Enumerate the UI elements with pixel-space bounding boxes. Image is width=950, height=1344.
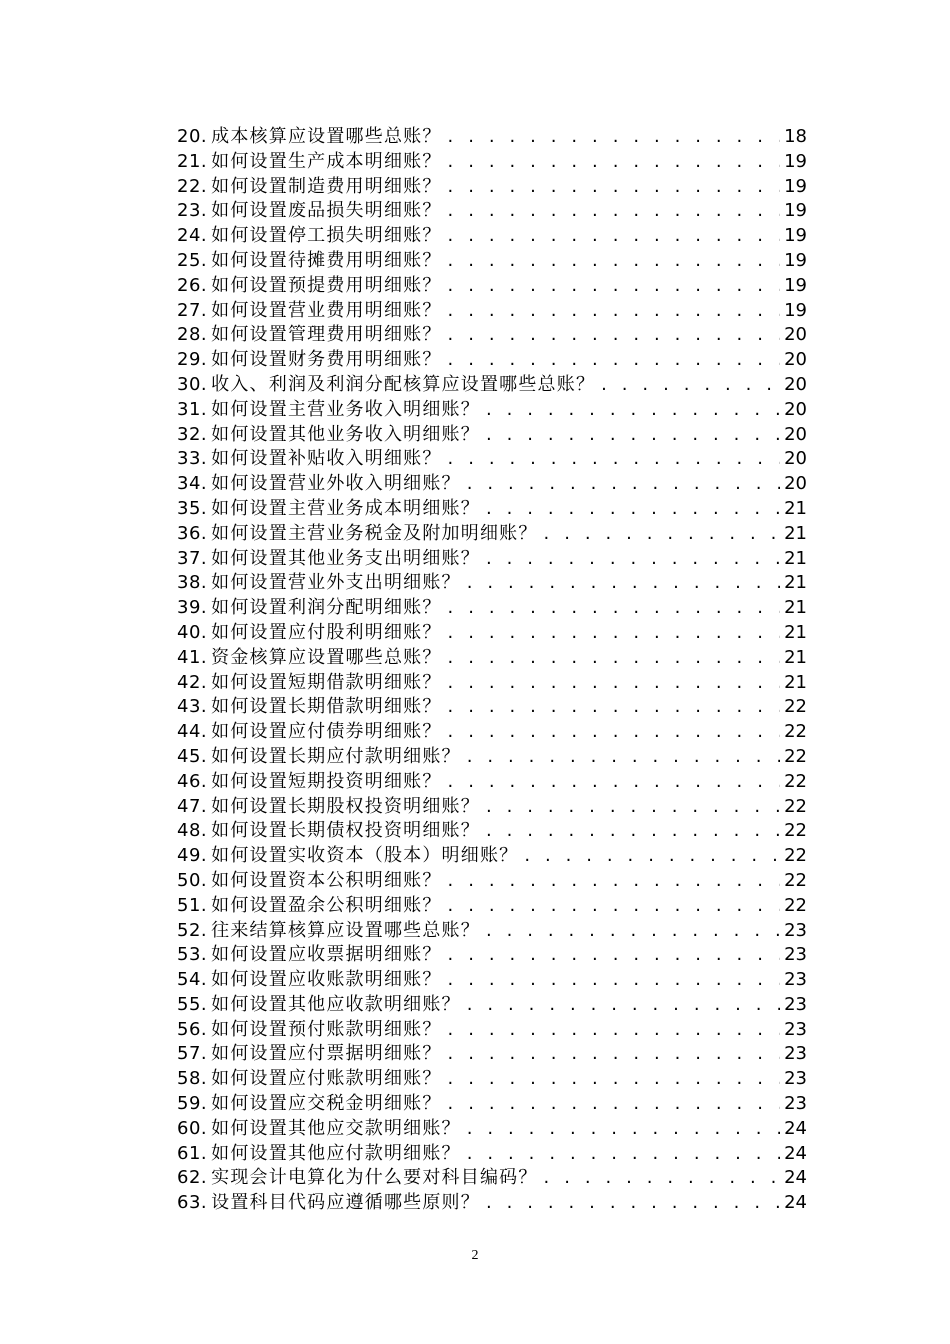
toc-dot-leader: [448, 1092, 780, 1117]
toc-dot-leader: [448, 299, 780, 324]
toc-entry-page: 21: [784, 621, 807, 643]
toc-dot-leader: [448, 671, 780, 696]
toc-entry-page: 19: [784, 274, 807, 296]
toc-entry-page: 21: [784, 572, 807, 594]
toc-entry-title: 如何设置应付账款明细账？: [211, 1068, 442, 1090]
toc-entry-number: 60.: [177, 1117, 208, 1139]
toc-entry-page: 24: [784, 1192, 807, 1214]
toc-entry-title: 如何设置待摊费用明细账？: [211, 249, 442, 271]
toc-entry-number: 37.: [177, 547, 208, 569]
toc-dot-leader: [467, 1117, 780, 1142]
toc-entry[interactable]: [177, 1142, 807, 1167]
toc-entry-title: 如何设置资本公积明细账？: [211, 869, 442, 891]
toc-entry-title: 设置科目代码应遵循哪些原则？: [211, 1192, 480, 1214]
toc-entry-title: 如何设置其他业务支出明细账？: [211, 547, 480, 569]
toc-entry[interactable]: [177, 125, 807, 150]
toc-entry-title: 如何设置实收资本（股本）明细账？: [211, 845, 519, 867]
toc-entry-number: 44.: [177, 721, 208, 743]
toc-entry-title: 如何设置盈余公积明细账？: [211, 894, 442, 916]
toc-entry-number: 33.: [177, 448, 208, 470]
toc-entry[interactable]: [177, 199, 807, 224]
toc-entry[interactable]: [177, 1166, 807, 1191]
toc-entry[interactable]: [177, 224, 807, 249]
toc-dot-leader: [544, 1166, 780, 1191]
toc-entry-page: 23: [784, 1043, 807, 1065]
toc-dot-leader: [524, 844, 780, 869]
toc-entry-title: 如何设置短期投资明细账？: [211, 770, 442, 792]
toc-entry-page: 22: [784, 869, 807, 891]
toc-entry[interactable]: [177, 175, 807, 200]
toc-entry[interactable]: [177, 547, 807, 572]
toc-entry-page: 22: [784, 745, 807, 767]
toc-entry-title: 如何设置营业费用明细账？: [211, 299, 442, 321]
toc-entry-page: 20: [784, 448, 807, 470]
toc-entry[interactable]: [177, 1117, 807, 1142]
toc-entry-title: 如何设置废品损失明细账？: [211, 200, 442, 222]
toc-entry[interactable]: [177, 398, 807, 423]
toc-entry-title: 实现会计电算化为什么要对科目编码？: [211, 1167, 538, 1189]
toc-entry[interactable]: [177, 1067, 807, 1092]
toc-dot-leader: [467, 745, 780, 770]
toc-entry-number: 26.: [177, 274, 208, 296]
toc-entry-page: 22: [784, 721, 807, 743]
toc-entry-title: 如何设置其他应付款明细账？: [211, 1142, 461, 1164]
toc-entry-number: 47.: [177, 795, 208, 817]
toc-entry-title: 如何设置应付股利明细账？: [211, 621, 442, 643]
toc-entry-number: 62.: [177, 1167, 208, 1189]
toc-entry[interactable]: [177, 1191, 807, 1216]
toc-entry-page: 21: [784, 671, 807, 693]
toc-entry-number: 55.: [177, 993, 208, 1015]
toc-entry-page: 23: [784, 993, 807, 1015]
toc-entry-page: 19: [784, 175, 807, 197]
toc-entry[interactable]: [177, 274, 807, 299]
toc-dot-leader: [544, 522, 780, 547]
toc-dot-leader: [601, 373, 780, 398]
toc-entry-page: 21: [784, 497, 807, 519]
toc-entry-page: 20: [784, 373, 807, 395]
toc-entry-title: 如何设置预付账款明细账？: [211, 1018, 442, 1040]
toc-entry-number: 63.: [177, 1192, 208, 1214]
toc-dot-leader: [448, 348, 780, 373]
toc-entry-page: 19: [784, 225, 807, 247]
toc-entry-page: 22: [784, 795, 807, 817]
toc-entry-page: 20: [784, 349, 807, 371]
toc-entry-number: 35.: [177, 497, 208, 519]
toc-entry-number: 25.: [177, 249, 208, 271]
toc-dot-leader: [448, 1067, 780, 1092]
toc-dot-leader: [448, 199, 780, 224]
toc-entry[interactable]: [177, 646, 807, 671]
toc-entry-page: 23: [784, 919, 807, 941]
toc-dot-leader: [448, 596, 780, 621]
toc-dot-leader: [448, 175, 780, 200]
toc-entry[interactable]: [177, 844, 807, 869]
toc-entry[interactable]: [177, 968, 807, 993]
toc-entry[interactable]: [177, 770, 807, 795]
toc-entry-page: 22: [784, 845, 807, 867]
toc-entry-page: 19: [784, 299, 807, 321]
toc-entry-title: 如何设置主营业务成本明细账？: [211, 497, 480, 519]
toc-entry-title: 如何设置生产成本明细账？: [211, 150, 442, 172]
toc-entry-number: 42.: [177, 671, 208, 693]
toc-entry[interactable]: [177, 993, 807, 1018]
toc-dot-leader: [467, 571, 780, 596]
toc-dot-leader: [448, 720, 780, 745]
toc-dot-leader: [486, 919, 780, 944]
toc-dot-leader: [448, 695, 780, 720]
toc-entry[interactable]: [177, 819, 807, 844]
toc-entry-title: 如何设置其他应收款明细账？: [211, 993, 461, 1015]
toc-dot-leader: [448, 968, 780, 993]
toc-entry-number: 24.: [177, 225, 208, 247]
toc-entry-number: 28.: [177, 324, 208, 346]
toc-entry-number: 58.: [177, 1068, 208, 1090]
toc-entry-title: 如何设置停工损失明细账？: [211, 225, 442, 247]
toc-entry-number: 46.: [177, 770, 208, 792]
toc-entry-number: 30.: [177, 373, 208, 395]
toc-entry-page: 22: [784, 894, 807, 916]
toc-entry-page: 21: [784, 646, 807, 668]
toc-entry-title: 如何设置利润分配明细账？: [211, 597, 442, 619]
toc-entry-number: 59.: [177, 1093, 208, 1115]
toc-entry[interactable]: [177, 447, 807, 472]
toc-entry-number: 38.: [177, 572, 208, 594]
toc-entry-number: 50.: [177, 869, 208, 891]
toc-entry-title: 如何设置长期股权投资明细账？: [211, 795, 480, 817]
toc-dot-leader: [467, 472, 780, 497]
toc-entry-title: 如何设置补贴收入明细账？: [211, 448, 442, 470]
toc-entry-number: 52.: [177, 919, 208, 941]
toc-dot-leader: [486, 497, 780, 522]
toc-entry-page: 20: [784, 423, 807, 445]
toc-dot-leader: [448, 274, 780, 299]
toc-entry-number: 20.: [177, 126, 208, 147]
toc-entry-number: 54.: [177, 969, 208, 991]
toc-entry-title: 如何设置预提费用明细账？: [211, 274, 442, 296]
toc-entry-title: 如何设置应付债券明细账？: [211, 721, 442, 743]
toc-entry[interactable]: [177, 869, 807, 894]
toc-dot-leader: [467, 1142, 780, 1167]
toc-dot-leader: [448, 646, 780, 671]
toc-dot-leader: [486, 819, 780, 844]
toc-entry[interactable]: [177, 894, 807, 919]
toc-entry[interactable]: [177, 795, 807, 820]
toc-dot-leader: [448, 125, 780, 150]
toc-entry-number: 21.: [177, 150, 208, 172]
toc-entry-page: 21: [784, 597, 807, 619]
toc-entry-page: 22: [784, 820, 807, 842]
toc-dot-leader: [448, 249, 780, 274]
toc-entry-title: 如何设置应收票据明细账？: [211, 944, 442, 966]
toc-entry-page: 19: [784, 200, 807, 222]
toc-entry-title: 如何设置其他业务收入明细账？: [211, 423, 480, 445]
toc-entry-number: 57.: [177, 1043, 208, 1065]
toc-entry-number: 36.: [177, 522, 208, 544]
toc-entry-title: 如何设置主营业务税金及附加明细账？: [211, 522, 538, 544]
toc-entry[interactable]: [177, 249, 807, 274]
toc-entry-title: 如何设置营业外收入明细账？: [211, 473, 461, 495]
toc-entry[interactable]: [177, 720, 807, 745]
toc-entry-page: 19: [784, 150, 807, 172]
toc-entry[interactable]: [177, 695, 807, 720]
toc-entry[interactable]: [177, 919, 807, 944]
toc-entry[interactable]: [177, 423, 807, 448]
toc-dot-leader: [486, 547, 780, 572]
toc-entry-number: 39.: [177, 597, 208, 619]
toc-entry-number: 27.: [177, 299, 208, 321]
toc-dot-leader: [448, 323, 780, 348]
toc-dot-leader: [448, 894, 780, 919]
toc-entry-number: 29.: [177, 349, 208, 371]
toc-entry-title: 如何设置长期应付款明细账？: [211, 745, 461, 767]
toc-entry-page: 19: [784, 249, 807, 271]
toc-entry-title: 如何设置短期借款明细账？: [211, 671, 442, 693]
toc-entry-page: 24: [784, 1167, 807, 1189]
toc-entry[interactable]: [177, 472, 807, 497]
toc-entry-title: 如何设置长期借款明细账？: [211, 696, 442, 718]
toc-entry-number: 41.: [177, 646, 208, 668]
toc-entry-page: 23: [784, 1068, 807, 1090]
toc-entry-page: 21: [784, 547, 807, 569]
toc-dot-leader: [467, 993, 780, 1018]
table-of-contents: [177, 125, 807, 1216]
toc-dot-leader: [448, 943, 780, 968]
toc-entry-page: 23: [784, 944, 807, 966]
toc-entry-title: 资金核算应设置哪些总账？: [211, 646, 442, 668]
toc-dot-leader: [448, 150, 780, 175]
toc-entry-page: 24: [784, 1117, 807, 1139]
toc-dot-leader: [448, 1042, 780, 1067]
toc-entry-title: 成本核算应设置哪些总账？: [211, 126, 442, 147]
toc-entry-title: 如何设置其他应交款明细账？: [211, 1117, 461, 1139]
toc-entry-number: 53.: [177, 944, 208, 966]
toc-entry-page: 20: [784, 324, 807, 346]
toc-entry-number: 34.: [177, 473, 208, 495]
toc-entry-number: 22.: [177, 175, 208, 197]
toc-entry-number: 49.: [177, 845, 208, 867]
page-number: 2: [471, 1248, 479, 1263]
toc-entry[interactable]: [177, 1018, 807, 1043]
toc-entry-title: 如何设置应收账款明细账？: [211, 969, 442, 991]
toc-entry-title: 如何设置管理费用明细账？: [211, 324, 442, 346]
toc-entry-title: 收入、利润及利润分配核算应设置哪些总账？: [211, 373, 596, 395]
toc-entry-title: 如何设置主营业务收入明细账？: [211, 398, 480, 420]
toc-dot-leader: [486, 795, 780, 820]
toc-entry[interactable]: [177, 299, 807, 324]
toc-entry-number: 48.: [177, 820, 208, 842]
toc-entry-title: 如何设置应交税金明细账？: [211, 1093, 442, 1115]
toc-entry[interactable]: [177, 596, 807, 621]
toc-entry[interactable]: [177, 348, 807, 373]
toc-dot-leader: [448, 1018, 780, 1043]
toc-entry[interactable]: [177, 323, 807, 348]
toc-entry[interactable]: [177, 571, 807, 596]
toc-dot-leader: [486, 1191, 780, 1216]
toc-entry-title: 如何设置制造费用明细账？: [211, 175, 442, 197]
toc-entry-number: 51.: [177, 894, 208, 916]
toc-dot-leader: [448, 447, 780, 472]
toc-entry-title: 如何设置应付票据明细账？: [211, 1043, 442, 1065]
toc-entry-title: 往来结算核算应设置哪些总账？: [211, 919, 480, 941]
toc-entry-title: 如何设置营业外支出明细账？: [211, 572, 461, 594]
toc-entry-page: 20: [784, 398, 807, 420]
toc-entry-page: 21: [784, 522, 807, 544]
toc-entry[interactable]: [177, 1092, 807, 1117]
toc-entry-number: 31.: [177, 398, 208, 420]
toc-entry-page: 23: [784, 1093, 807, 1115]
toc-entry[interactable]: [177, 522, 807, 547]
toc-entry-number: 43.: [177, 696, 208, 718]
toc-entry[interactable]: [177, 671, 807, 696]
toc-entry-page: 23: [784, 969, 807, 991]
toc-entry-page: 24: [784, 1142, 807, 1164]
toc-entry[interactable]: [177, 497, 807, 522]
toc-entry-number: 32.: [177, 423, 208, 445]
toc-entry[interactable]: [177, 745, 807, 770]
toc-entry-page: 20: [784, 473, 807, 495]
toc-entry-number: 61.: [177, 1142, 208, 1164]
toc-entry-number: 45.: [177, 745, 208, 767]
toc-dot-leader: [448, 770, 780, 795]
toc-entry-title: 如何设置财务费用明细账？: [211, 349, 442, 371]
toc-entry[interactable]: [177, 373, 807, 398]
toc-entry[interactable]: [177, 621, 807, 646]
toc-entry-number: 23.: [177, 200, 208, 222]
toc-entry-page: 23: [784, 1018, 807, 1040]
toc-entry-page: 22: [784, 770, 807, 792]
toc-dot-leader: [486, 423, 780, 448]
toc-entry-page: 22: [784, 696, 807, 718]
toc-dot-leader: [448, 869, 780, 894]
toc-entry-page: 18: [784, 126, 807, 147]
toc-entry-number: 40.: [177, 621, 208, 643]
toc-entry-title: 如何设置长期债权投资明细账？: [211, 820, 480, 842]
toc-dot-leader: [448, 621, 780, 646]
toc-entry[interactable]: [177, 943, 807, 968]
toc-entry[interactable]: [177, 1042, 807, 1067]
toc-dot-leader: [448, 224, 780, 249]
toc-entry-number: 56.: [177, 1018, 208, 1040]
toc-entry[interactable]: [177, 150, 807, 175]
toc-dot-leader: [486, 398, 780, 423]
